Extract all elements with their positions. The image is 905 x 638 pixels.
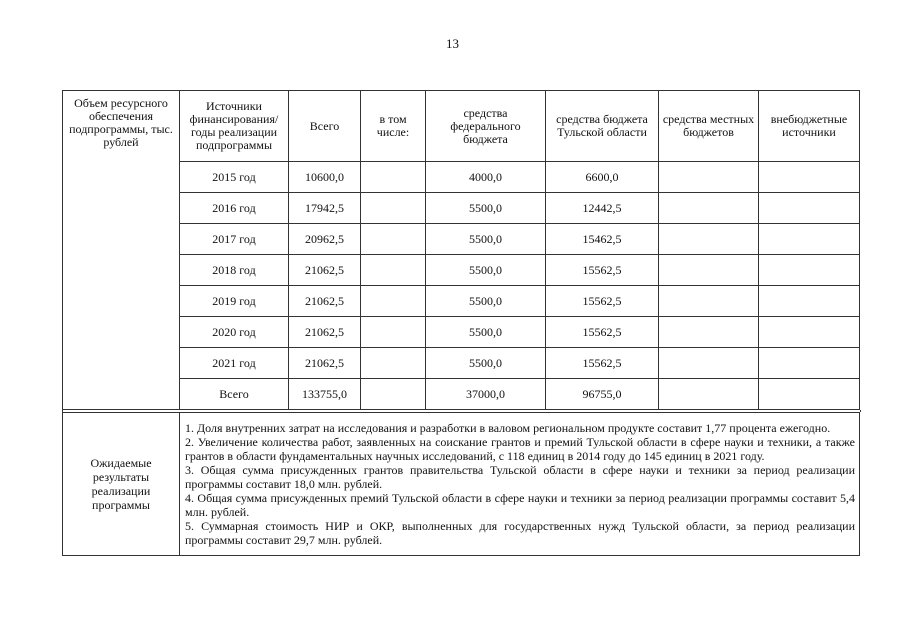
federal-cell: 5500,0 xyxy=(426,193,546,224)
extra-cell xyxy=(759,255,860,286)
federal-cell: 5500,0 xyxy=(426,286,546,317)
year-cell: 2016 год xyxy=(180,193,289,224)
including-cell xyxy=(361,255,426,286)
federal-cell: 37000,0 xyxy=(426,379,546,410)
table-row xyxy=(63,286,860,317)
year-cell: 2015 год xyxy=(180,162,289,193)
regional-cell: 15562,5 xyxy=(546,348,659,379)
including-cell xyxy=(361,193,426,224)
table-row xyxy=(63,162,860,193)
year-cell: 2021 год xyxy=(180,348,289,379)
budget-table xyxy=(62,90,860,410)
local-cell xyxy=(659,162,759,193)
local-cell xyxy=(659,317,759,348)
including-cell xyxy=(361,224,426,255)
table-row xyxy=(63,348,860,379)
total-cell: 21062,5 xyxy=(289,255,361,286)
total-cell: 133755,0 xyxy=(289,379,361,410)
total-cell: 21062,5 xyxy=(289,317,361,348)
including-cell xyxy=(361,162,426,193)
federal-cell: 4000,0 xyxy=(426,162,546,193)
year-cell: 2018 год xyxy=(180,255,289,286)
extra-cell xyxy=(759,348,860,379)
table-row xyxy=(63,379,860,410)
extra-cell xyxy=(759,193,860,224)
results-list xyxy=(180,413,860,556)
including-cell xyxy=(361,379,426,410)
result-item: 4. Общая сумма присужденных премий Тульской области в сфере науки и техники за период реализации программы составит 5,4 млн. рублей. xyxy=(185,491,855,519)
including-cell xyxy=(361,286,426,317)
header-total: Всего xyxy=(289,91,361,162)
header-including: в том числе: xyxy=(361,91,426,162)
federal-cell: 5500,0 xyxy=(426,255,546,286)
regional-cell: 96755,0 xyxy=(546,379,659,410)
results-table xyxy=(62,412,860,556)
result-item: 2. Увеличение количества работ, заявленных на соискание грантов и премий Тульской области в сфере науки и техники, а также грантов в области фундаментальных научных исследований, с 118 единиц в 2014 году до 145 единиц в 2021 году. xyxy=(185,435,855,463)
regional-cell: 15562,5 xyxy=(546,255,659,286)
table-row xyxy=(63,317,860,348)
table-row xyxy=(63,255,860,286)
table-row xyxy=(63,224,860,255)
federal-cell: 5500,0 xyxy=(426,348,546,379)
extra-cell xyxy=(759,162,860,193)
federal-cell: 5500,0 xyxy=(426,317,546,348)
result-item: 3. Общая сумма присужденных грантов правительства Тульской области в сфере науки и техники за период реализации программы составит 18,0 млн. рублей. xyxy=(185,463,855,491)
local-cell xyxy=(659,286,759,317)
total-cell: 20962,5 xyxy=(289,224,361,255)
extra-cell xyxy=(759,317,860,348)
year-cell: Всего xyxy=(180,379,289,410)
extra-cell xyxy=(759,379,860,410)
resource-volume-label: Объем ресурсного обеспечения подпрограммы, тыс. рублей xyxy=(63,91,180,410)
federal-cell: 5500,0 xyxy=(426,224,546,255)
regional-cell: 6600,0 xyxy=(546,162,659,193)
budget-header-row xyxy=(63,91,860,162)
regional-cell: 15562,5 xyxy=(546,286,659,317)
local-cell xyxy=(659,224,759,255)
result-item: 5. Суммарная стоимость НИР и ОКР, выполненных для государственных нужд Тульской области, за период реализации программы составит 29,7 млн. рублей. xyxy=(185,519,855,547)
including-cell xyxy=(361,348,426,379)
result-item: 1. Доля внутренних затрат на исследования и разработки в валовом региональном продукте составит 1,77 процента ежегодно. xyxy=(185,421,831,435)
header-sources: Источники финансирования/ годы реализации подпрограммы xyxy=(180,91,289,162)
header-regional: средства бюджета Тульской области xyxy=(546,91,659,162)
total-cell: 21062,5 xyxy=(289,286,361,317)
local-cell xyxy=(659,255,759,286)
regional-cell: 15462,5 xyxy=(546,224,659,255)
results-row xyxy=(63,413,860,556)
extra-cell xyxy=(759,224,860,255)
extra-cell xyxy=(759,286,860,317)
regional-cell: 15562,5 xyxy=(546,317,659,348)
total-cell: 21062,5 xyxy=(289,348,361,379)
year-cell: 2020 год xyxy=(180,317,289,348)
header-federal: средства федерального бюджета xyxy=(426,91,546,162)
total-cell: 10600,0 xyxy=(289,162,361,193)
header-local: средства местных бюджетов xyxy=(659,91,759,162)
including-cell xyxy=(361,317,426,348)
year-cell: 2017 год xyxy=(180,224,289,255)
total-cell: 17942,5 xyxy=(289,193,361,224)
page-number: 13 xyxy=(446,36,459,51)
header-extra: внебюджетные источники xyxy=(759,91,860,162)
local-cell xyxy=(659,193,759,224)
regional-cell: 12442,5 xyxy=(546,193,659,224)
results-label: Ожидаемые результаты реализации программы xyxy=(63,413,180,556)
local-cell xyxy=(659,348,759,379)
table-row xyxy=(63,193,860,224)
local-cell xyxy=(659,379,759,410)
year-cell: 2019 год xyxy=(180,286,289,317)
